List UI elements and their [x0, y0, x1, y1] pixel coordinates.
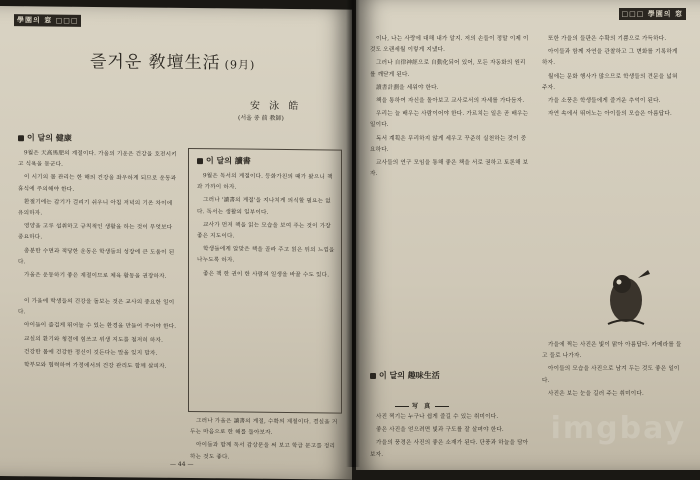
paragraph: 충분한 수면과 적당한 운동은 학생들의 성장에 큰 도움이 된다.: [18, 247, 175, 266]
mascot-illustration: [598, 262, 656, 334]
paragraph: 영양을 고루 섭취하고 규칙적인 생활을 하는 것이 무엇보다 중요하다.: [18, 223, 173, 241]
page-number: — 44 —: [170, 460, 194, 469]
bottom-text: [190, 416, 340, 464]
running-head: □□□ 學園의 窓: [619, 8, 686, 20]
paragraph: 9월은 독서의 계절이다. 등화가친의 때가 왔으니 책과 가까이 하자.: [197, 173, 333, 191]
hobby-text: [370, 412, 530, 460]
title-subtitle: (9月): [224, 58, 256, 72]
right-page: [356, 0, 700, 470]
paragraph: 가을의 풍경은 사진의 좋은 소재가 된다. 단풍과 하늘을 담아 보자.: [370, 440, 529, 458]
left-page: [0, 6, 352, 480]
paragraph: 또한 가을의 들판은 수확의 기쁨으로 가득하다.: [548, 36, 667, 42]
paragraph: 가을 소풍은 학생들에게 즐거운 추억이 된다.: [548, 98, 661, 105]
paragraph: 책을 통하여 자신을 돌아보고 교사로서의 자세를 가다듬자.: [376, 98, 525, 105]
title-text: 즐거운 敎壇生活: [90, 51, 221, 74]
section-bullet-icon: [370, 373, 376, 379]
right-column-1: [370, 34, 530, 334]
paragraph: 가을에 찍는 사진은 빛이 맑아 아름답다. 카메라를 들고 들로 나가자.: [542, 342, 682, 360]
paragraph: 이 가을에 학생들의 건강을 돌보는 것은 교사의 중요한 일이다.: [18, 298, 175, 316]
paragraph: 讀書計劃을 세워야 한다.: [376, 84, 439, 91]
watermark: imgbay: [550, 411, 686, 446]
section-hobby-heading: [370, 370, 440, 381]
section-health-heading: [18, 132, 72, 144]
author-name: 安 泳 皓: [250, 100, 302, 113]
book-gutter: [346, 0, 360, 467]
paragraph: 그러나 가을은 讀書의 계절, 수확의 계절이다. 결실을 거두는 마음으로 한 해를 돌아보자.: [190, 418, 338, 437]
section-reading-label: 이 달의 讀書: [206, 155, 251, 166]
illustration-wing: [638, 270, 650, 278]
paragraph: 좋은 책 한 권이 한 사람의 일생을 바꿀 수도 있다.: [203, 270, 330, 279]
subsection-title: 写 真: [392, 401, 452, 410]
author-role: (서울 중 前 教師): [238, 114, 284, 122]
paragraph: 교사가 먼저 책을 읽는 모습을 보여 주는 것이 가장 좋은 지도이다.: [197, 221, 331, 240]
reading-text: [197, 171, 335, 408]
paragraph: 교실의 환기와 청결에 힘쓰고 위생 지도를 철저히 하자.: [24, 335, 164, 344]
paragraph: 아이들과 함께 독서 감상문을 써 보고 학급 문고를 정리하는 것도 좋다.: [190, 442, 336, 461]
paragraph: 사진은 보는 눈을 길러 주는 취미이다.: [548, 390, 644, 397]
paragraph: 아이들과 함께 자연을 관찰하고 그 변화를 기록하게 하자.: [542, 49, 678, 67]
paragraph: 우리는 늘 배우는 사람이어야 한다. 가르치는 일은 곧 배우는 일이다.: [370, 111, 529, 129]
article-title: [90, 47, 310, 74]
paragraph: 환절기에는 감기가 걸리기 쉬우니 아침 저녁의 기온 차이에 유의하자.: [18, 199, 173, 217]
health-text: [18, 148, 178, 280]
paragraph: 교사들의 연구 모임을 통해 좋은 책을 서로 권하고 토론해 보자.: [370, 160, 529, 178]
paragraph: 월에는 문화 행사가 많으므로 학생들의 견문을 넓혀 주자.: [542, 73, 678, 91]
paragraph: 학부모와 협력하여 가정에서의 건강 관리도 함께 살피자.: [24, 362, 167, 370]
health-text-lower: [18, 296, 178, 458]
right-column-2: [542, 34, 682, 256]
illustration-head: [613, 275, 631, 293]
paragraph: 좋은 사진을 얻으려면 빛과 구도를 잘 살펴야 한다.: [376, 427, 504, 434]
paragraph: 가을은 운동하기 좋은 계절이므로 체육 활동을 권장하자.: [24, 272, 167, 280]
paragraph: 독서 계획은 무리하지 않게 세우고 꾸준히 실천하는 것이 중요하다.: [370, 135, 527, 153]
paragraph: 아이들의 모습을 사진으로 남겨 두는 것도 좋은 일이다.: [542, 366, 680, 384]
illustration-eye: [617, 280, 622, 285]
reading-box: [188, 148, 342, 414]
running-head: 學園의 窓 □□□: [14, 14, 81, 27]
paragraph: 건강한 몸에 건강한 정신이 깃든다는 말을 잊지 말자.: [24, 349, 158, 357]
section-hobby-label: 이 달의 趣味生活: [379, 370, 440, 380]
paragraph: 아이들이 즐겁게 뛰어놀 수 있는 환경을 만들어 주어야 한다.: [24, 322, 177, 331]
section-bullet-icon: [197, 158, 203, 164]
section-health-label: 이 달의 健康: [27, 132, 72, 143]
paragraph: 학생들에게 알맞은 책을 골라 주고 읽은 뒤의 느낌을 나누도록 하자.: [197, 246, 335, 264]
section-bullet-icon: [18, 135, 24, 141]
paragraph: 이나, 나는 사랑에 대해 내가 알지. 저의 손들이 정말 이제 이것도 오랜세월 이렇게 지냈다.: [370, 36, 529, 54]
title-block: [90, 47, 310, 74]
paragraph: 그러나 自律神經으로 自動化되어 있어, 모든 자동화의 원리를 깨닫게 된다.: [370, 60, 526, 78]
paragraph: 이 시기의 몸 관리는 한 해의 건강을 좌우하게 되므로 운동과 휴식에 주의해야 한다.: [18, 174, 177, 193]
paragraph: 그러나 '讀書의 계절'을 지나치게 의식할 필요는 없다. 독서는 생활의 일부이다.: [197, 197, 331, 216]
paragraph: 9월은 天高馬肥의 계절이다. 가을의 기운은 건강을 호전시키고 식욕을 돋군다.: [18, 150, 177, 168]
section-reading-heading: [197, 155, 251, 167]
paragraph: 자연 속에서 뛰어노는 아이들의 모습은 아름답다.: [548, 111, 672, 118]
paragraph: 사진 찍기는 누구나 쉽게 즐길 수 있는 취미이다.: [376, 414, 499, 420]
